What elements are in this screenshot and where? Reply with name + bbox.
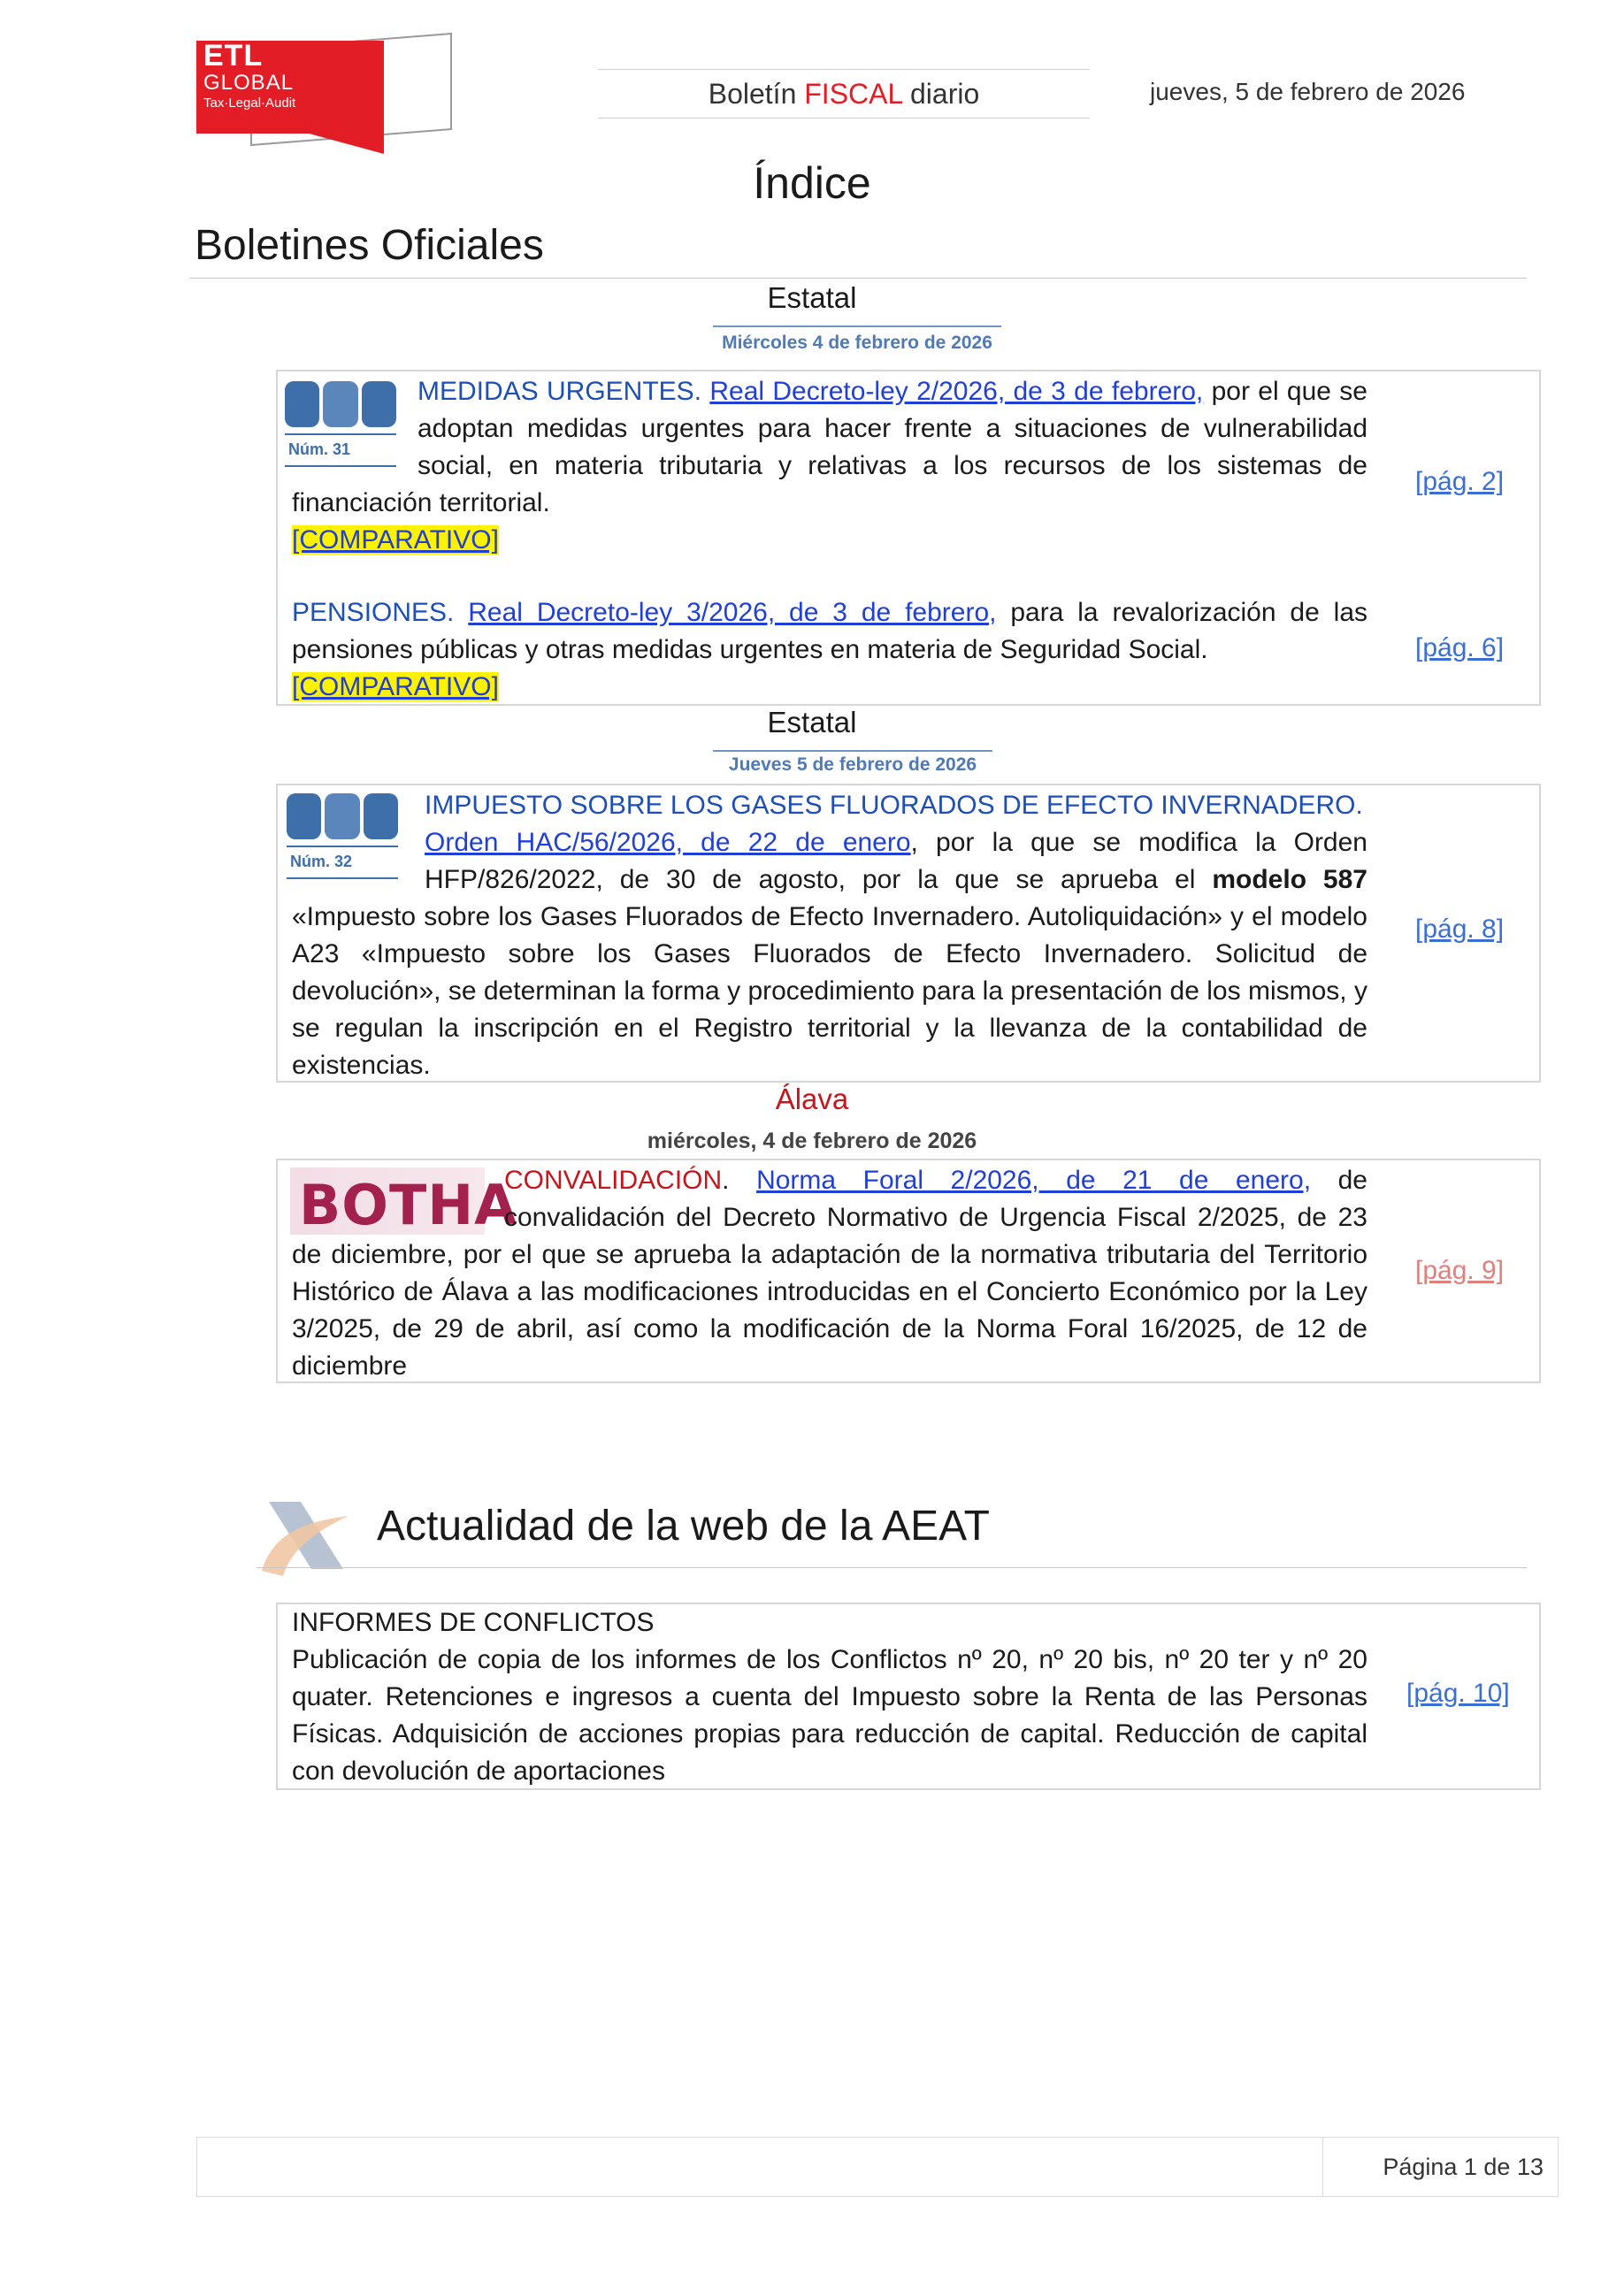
rdl-2-2026-link[interactable]: Real Decreto-ley 2/2026, de 3 de febrero,	[709, 377, 1204, 406]
heading-divider	[189, 278, 1527, 279]
entry-gases-fluorados: IMPUESTO SOBRE LOS GASES FLUORADOS DE EFECTO INVERNADERO. Orden HAC/56/2026, de 22 de enero, por la que se modifica la Orden HFP/826/2022, de 30 de agosto, por la que se aprueba el modelo 587 «Impuesto sobre los Gases Fluorados de Efecto Invernadero. Autoliquidación» y el modelo A23 «Impuesto sobre los Gases Fluorados de Efecto Invernadero. Solicitud de devolución», se determinan la forma y procedimiento para la presentación de los mismos, y se regulan la inscripción en el Registro territorial y la llevanza de la contabilidad de existencias.	[292, 791, 1367, 1080]
logo-global-text: GLOBAL	[203, 71, 295, 95]
rdl-3-2026-link[interactable]: Real Decreto-ley 3/2026, de 3 de febrero,	[468, 598, 997, 627]
entry-medidas-urgentes: MEDIDAS URGENTES. Real Decreto-ley 2/2026, de 3 de febrero, por el que se adoptan medidas urgentes para hacer frente a situaciones de vulnerabilidad social, en materia tributaria y relativas a los recursos de los sistemas de financiación territorial. [COMPARATIVO]	[292, 377, 1367, 555]
section-date-2: Jueves 5 de febrero de 2026	[713, 750, 992, 780]
page-link-8[interactable]: [pág. 8]	[1415, 915, 1505, 944]
modelo-587-text: modelo 587	[1212, 865, 1367, 894]
comparativo-link-2[interactable]: [COMPARATIVO]	[292, 672, 499, 701]
logo-tagline: Tax·Legal·Audit	[203, 96, 296, 111]
section-label-alava: Álava	[775, 1083, 849, 1115]
section-label-estatal: Estatal	[767, 281, 857, 314]
page-link-6[interactable]: [pág. 6]	[1415, 633, 1505, 662]
etl-global-logo	[196, 25, 462, 157]
bulletin-title: Boletín FISCAL diario	[708, 78, 980, 110]
botha-logo: BOTHA	[290, 1167, 485, 1235]
page-footer	[196, 2137, 1559, 2197]
entry-tag-informes: INFORMES DE CONFLICTOS	[292, 1608, 655, 1637]
logo-etl-text: ETL	[203, 39, 264, 73]
aeat-divider	[257, 1567, 1527, 1568]
boe-number: Núm. 31	[288, 440, 351, 458]
section-date-3: miércoles, 4 de febrero de 2026	[647, 1129, 977, 1153]
boe-number: Núm. 32	[290, 853, 353, 870]
aeat-logo-icon	[257, 1495, 354, 1583]
entry-tag-pensiones: PENSIONES.	[292, 598, 455, 627]
entry-tag-medidas: MEDIDAS URGENTES.	[417, 377, 702, 406]
page-title: Índice	[753, 158, 871, 208]
bulletin-title-box	[598, 69, 1090, 119]
entry-informes-conflictos: INFORMES DE CONFLICTOS Publicación de copia de los informes de los Conflictos nº 20, nº 20 bis, nº 20 ter y nº 20 quater. Retenciones e ingresos a cuenta del Impuesto sobre la Renta de las Personas Físicas. Adquisición de acciones propias para reducción de capital. Reducción de capital con devolución de aportaciones	[292, 1608, 1367, 1786]
norma-foral-2-2026-link[interactable]: Norma Foral 2/2026, de 21 de enero,	[756, 1166, 1312, 1195]
section-date: Miércoles 4 de febrero de 2026	[713, 325, 1001, 361]
aeat-heading: Actualidad de la web de la AEAT	[377, 1503, 990, 1550]
page-link-2[interactable]: [pág. 2]	[1415, 467, 1505, 496]
entry-tag-convalidacion: CONVALIDACIÓN	[504, 1166, 723, 1195]
entry-convalidacion: CONVALIDACIÓN. Norma Foral 2/2026, de 21 de enero, de convalidación del Decreto Normativo de Urgencia Fiscal 2/2025, de 23 de diciembre, por el que se aprueba la adaptación de la normativa tributaria del Territorio Histórico de Álava a las modificaciones introducidas en el Concierto Económico por la Ley 3/2025, de 29 de abril, así como la modificación de la Norma Foral 16/2025, de 12 de diciembre	[292, 1166, 1367, 1381]
section-label-estatal-2: Estatal	[767, 706, 857, 739]
boletines-oficiales-heading: Boletines Oficiales	[195, 222, 544, 269]
orden-hac-56-2026-link[interactable]: Orden HAC/56/2026, de 22 de enero	[425, 828, 911, 857]
page-number: Página 1 de 13	[1383, 2154, 1544, 2180]
comparativo-link-1[interactable]: [COMPARATIVO]	[292, 525, 499, 555]
header-date: jueves, 5 de febrero de 2026	[1150, 78, 1466, 105]
page-link-10[interactable]: [pág. 10]	[1406, 1679, 1510, 1708]
entry-pensiones: PENSIONES. Real Decreto-ley 3/2026, de 3 de febrero, para la revalorización de las pensiones públicas y otras medidas urgentes en materia de Seguridad Social. [COMPARATIVO]	[292, 598, 1368, 701]
page-link-9[interactable]: [pág. 9]	[1415, 1256, 1505, 1285]
entry-tag-gases: IMPUESTO SOBRE LOS GASES FLUORADOS DE EFECTO INVERNADERO.	[425, 791, 1363, 820]
